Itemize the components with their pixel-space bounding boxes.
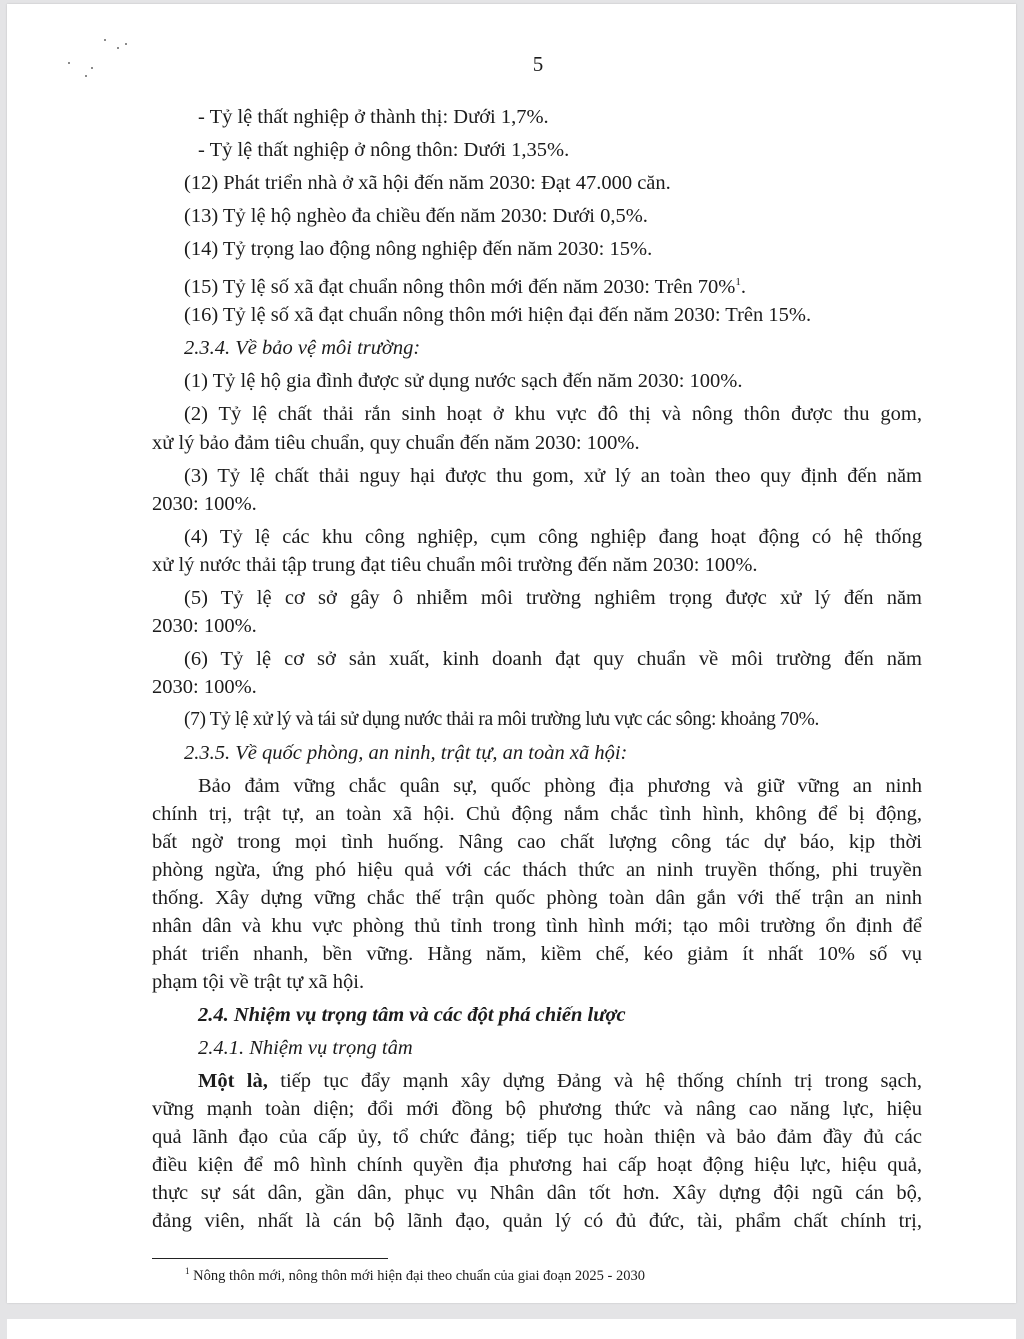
page-number: 5: [532, 52, 544, 76]
section-heading: 2.3.4. Về bảo vệ môi trường:: [184, 337, 421, 359]
text-line: (13) Tỷ lệ hộ nghèo đa chiều đến năm 2030: Dưới 0,5%.: [184, 205, 648, 227]
text-line: (6) Tỷ lệ cơ sở sản xuất, kinh doanh đạt quy chuẩn về môi trường đến năm: [184, 648, 922, 670]
text-line: [184, 269, 746, 300]
text-line: phòng ngừa, ứng phó hiệu quả với các thách thức an ninh truyền thống, phi truyền: [152, 859, 922, 881]
text-line: (5) Tỷ lệ cơ sở gây ô nhiễm môi trường nghiêm trọng được xử lý đến năm: [184, 587, 922, 609]
next-page: [7, 1319, 1016, 1339]
speck: [117, 47, 119, 49]
text-line: - Tỷ lệ thất nghiệp ở thành thị: Dưới 1,7%.: [198, 106, 549, 128]
text-line: vững mạnh toàn diện; đổi mới đồng bộ phương thức và nâng cao năng lực, hiệu: [152, 1098, 922, 1120]
text: (15) Tỷ lệ số xã đạt chuẩn nông thôn mới đến năm 2030: Trên 70%: [184, 275, 736, 298]
text-line: 2030: 100%.: [152, 493, 257, 515]
text-line: 2030: 100%.: [152, 615, 257, 637]
text-line: (12) Phát triển nhà ở xã hội đến năm 2030: Đạt 47.000 căn.: [184, 172, 671, 194]
text-line: (2) Tỷ lệ chất thải rắn sinh hoạt ở khu vực đô thị và nông thôn được thu gom,: [184, 403, 922, 425]
text-line: nhân dân và khu vực phòng thủ tỉnh trong tình hình mới; tạo môi trường ổn định để: [152, 915, 922, 937]
footnote: [185, 1266, 645, 1285]
text: .: [740, 275, 746, 298]
text-line: đảng viên, nhất là cán bộ lãnh đạo, quản lý có đủ đức, tài, phẩm chất chính trị,: [152, 1210, 922, 1232]
text-line: xử lý nước thải tập trung đạt tiêu chuẩn môi trường đến năm 2030: 100%.: [152, 554, 758, 576]
text-line: xử lý bảo đảm tiêu chuẩn, quy chuẩn đến năm 2030: 100%.: [152, 432, 640, 454]
section-heading: 2.4. Nhiệm vụ trọng tâm và các đột phá chiến lược: [198, 1004, 626, 1026]
speck: [125, 43, 127, 45]
speck: [104, 39, 106, 41]
text-line: [198, 1068, 922, 1094]
text-line: (7) Tỷ lệ xử lý và tái sử dụng nước thải ra môi trường lưu vực các sông: khoảng 70%.: [184, 709, 819, 730]
text-line: Bảo đảm vững chắc quân sự, quốc phòng địa phương và giữ vững an ninh: [198, 775, 922, 797]
section-heading: 2.3.5. Về quốc phòng, an ninh, trật tự, an toàn xã hội:: [184, 742, 628, 764]
text-line: chính trị, trật tự, an toàn xã hội. Chủ động nắm chắc tình hình, không để bị động,: [152, 803, 922, 825]
footnote-text: Nông thôn mới, nông thôn mới hiện đại theo chuẩn của giai đoạn 2025 - 2030: [193, 1267, 645, 1284]
text-line: quả lãnh đạo của cấp ủy, tổ chức đảng; tiếp tục hoàn thiện và bảo đảm đầy đủ các: [152, 1126, 922, 1148]
text-line: - Tỷ lệ thất nghiệp ở nông thôn: Dưới 1,35%.: [198, 139, 570, 161]
text-line: (3) Tỷ lệ chất thải nguy hại được thu gom, xử lý an toàn theo quy định đến năm: [184, 465, 922, 487]
footnote-ref[interactable]: 1: [735, 276, 741, 288]
footnote-separator: [152, 1258, 388, 1259]
footnote-marker: 1: [185, 1266, 190, 1276]
text-line: điều kiện để mô hình chính quyền địa phương hai cấp hoạt động hiệu lực, hiệu quả,: [152, 1154, 922, 1176]
text-line: (16) Tỷ lệ số xã đạt chuẩn nông thôn mới hiện đại đến năm 2030: Trên 15%.: [184, 304, 812, 326]
text-line: (14) Tỷ trọng lao động nông nghiệp đến năm 2030: 15%.: [184, 238, 653, 260]
section-heading: 2.4.1. Nhiệm vụ trọng tâm: [198, 1037, 413, 1059]
text: tiếp tục đẩy mạnh xây dựng Đảng và hệ thống chính trị trong sạch,: [267, 1070, 922, 1092]
text-line: phát triển nhanh, bền vững. Hằng năm, kiềm chế, kéo giảm ít nhất 10% số vụ: [152, 943, 922, 965]
text-line: thực sự sát dân, gần dân, phục vụ Nhân dân tốt hơn. Xây dựng đội ngũ cán bộ,: [152, 1182, 922, 1204]
bold-lead: Một là,: [198, 1070, 268, 1092]
text-line: thống. Xây dựng vững chắc thế trận quốc phòng toàn dân gắn với thế trận an ninh: [152, 887, 922, 909]
text-line: 2030: 100%.: [152, 676, 257, 698]
text-line: (4) Tỷ lệ các khu công nghiệp, cụm công nghiệp đang hoạt động có hệ thống: [184, 526, 922, 548]
text-line: bất ngờ trong mọi tình huống. Nâng cao chất lượng công tác dự báo, kịp thời: [152, 831, 922, 853]
text-line: (1) Tỷ lệ hộ gia đình được sử dụng nước sạch đến năm 2030: 100%.: [184, 370, 743, 392]
text-line: phạm tội về trật tự xã hội.: [152, 971, 365, 993]
